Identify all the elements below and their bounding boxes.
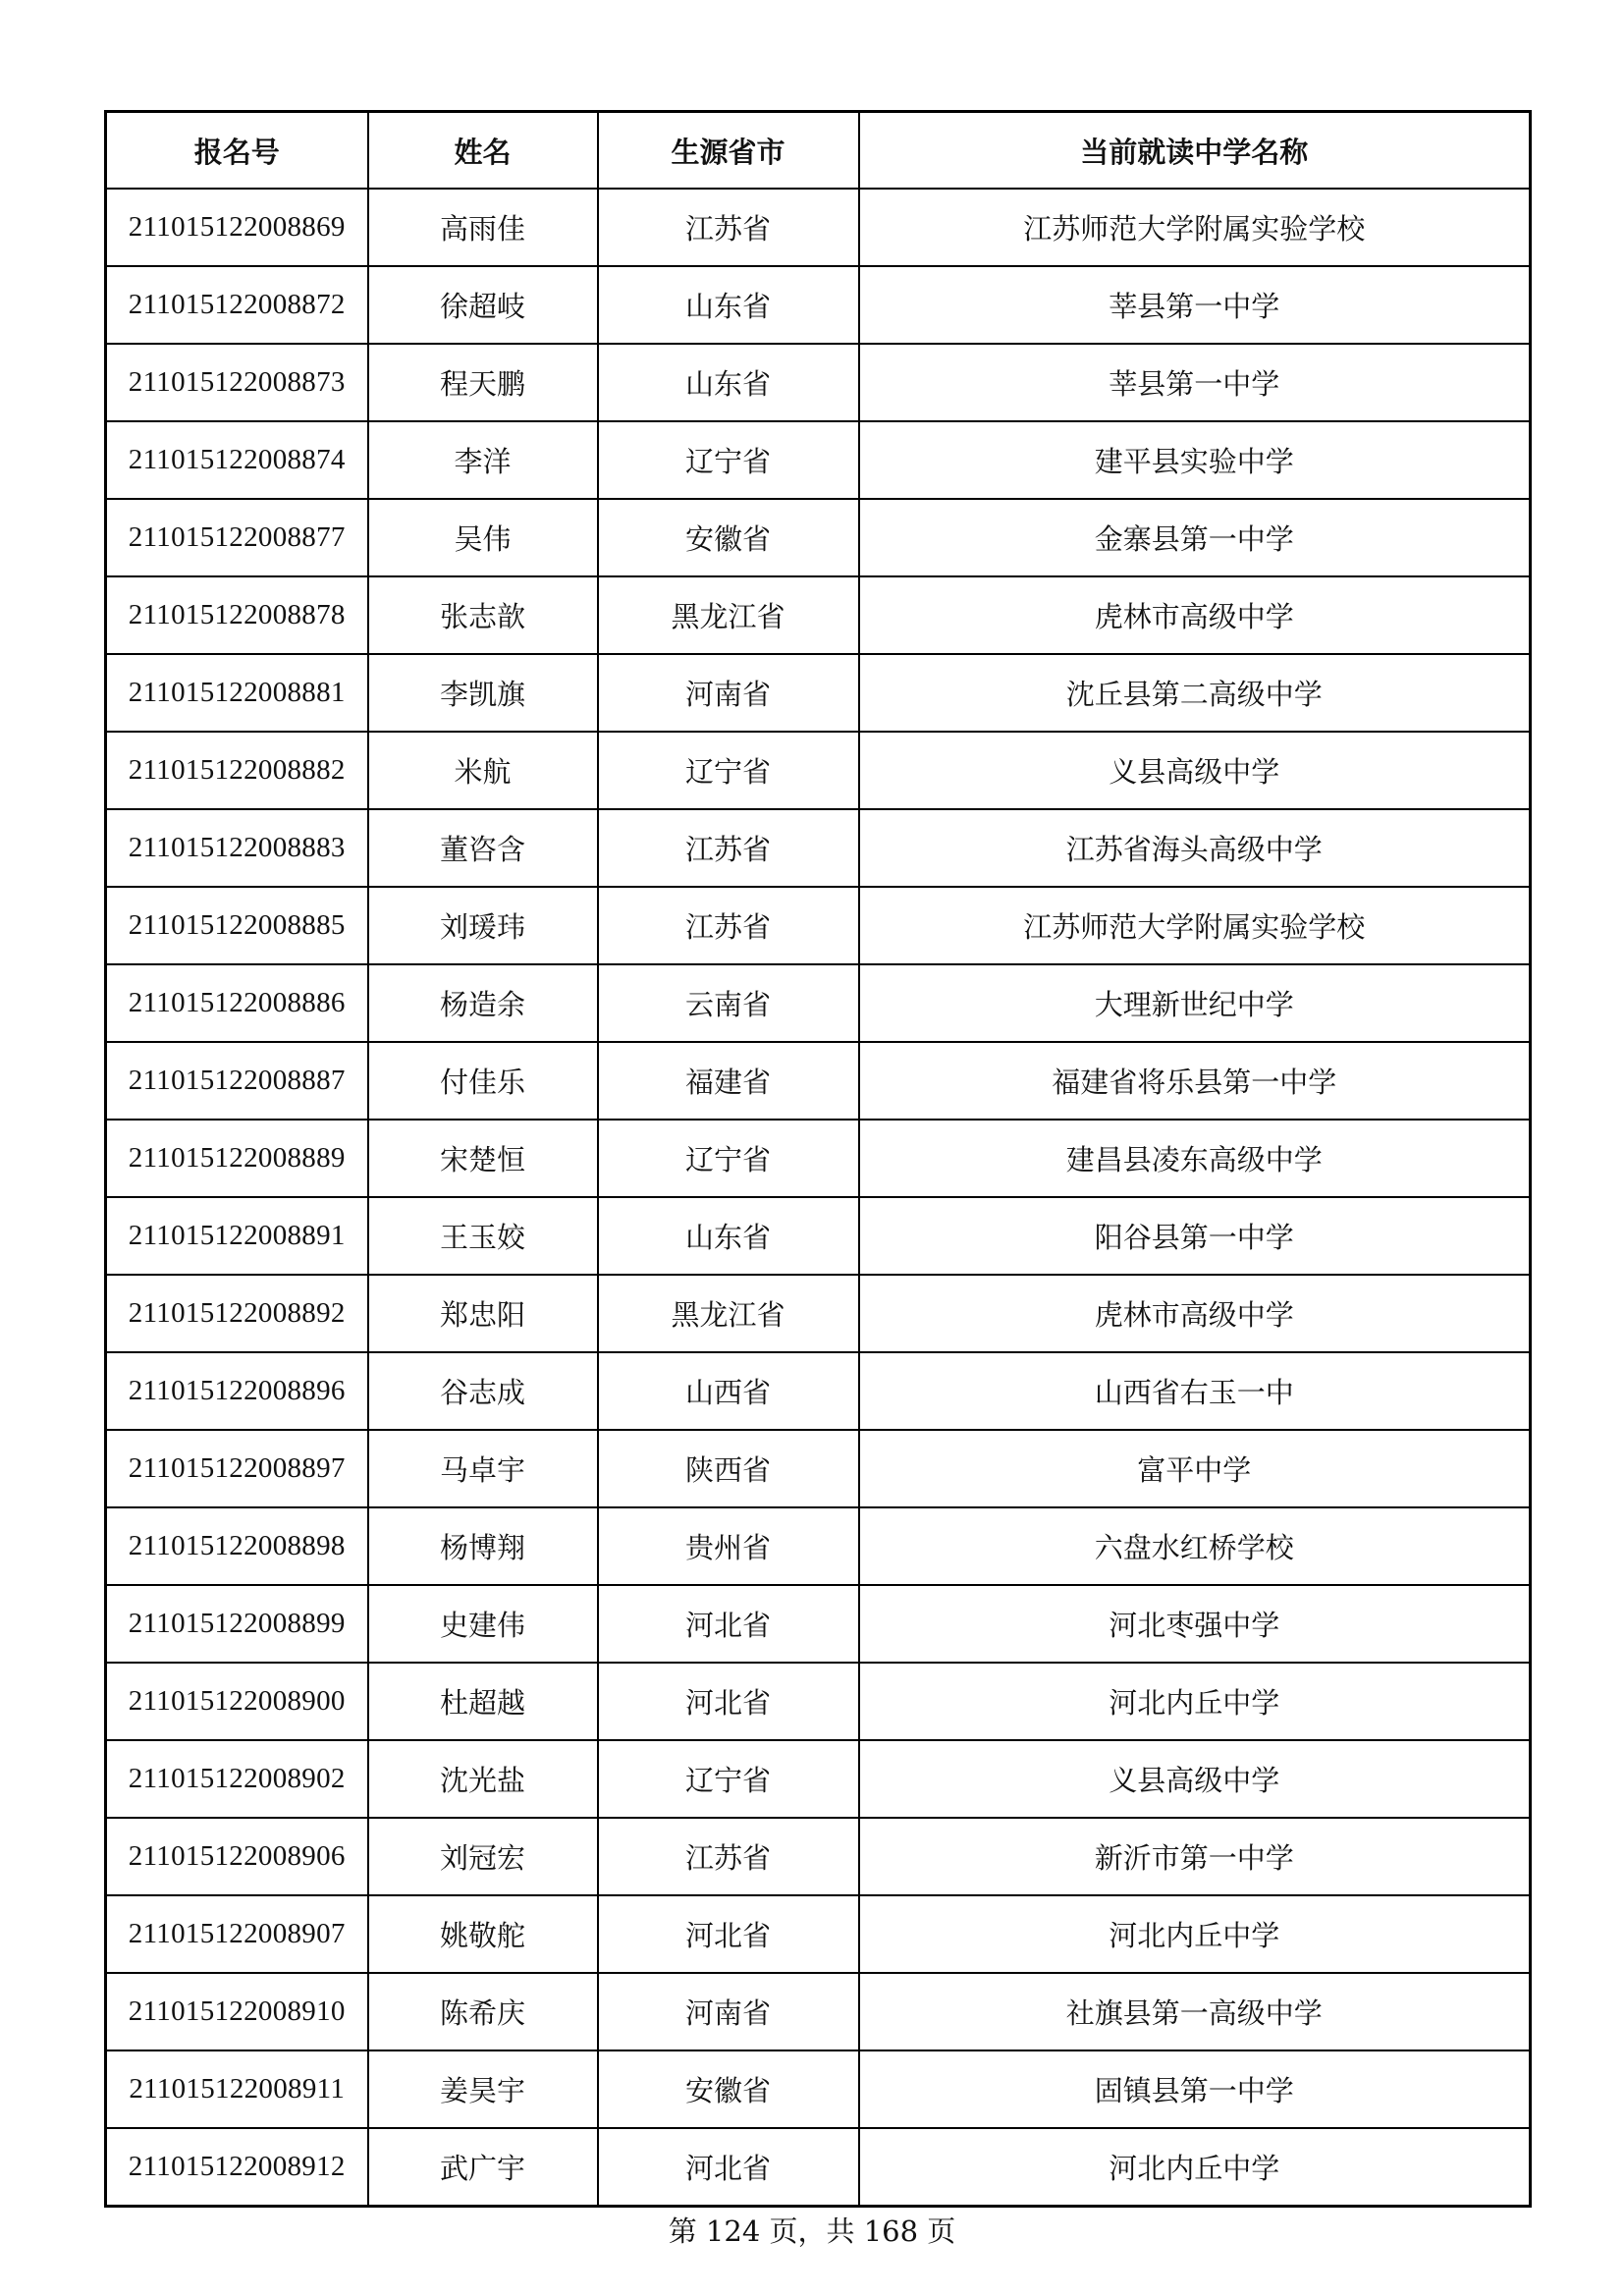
cell-school: 山西省右玉一中 [859, 1352, 1531, 1430]
table-row [106, 344, 1531, 421]
cell-registration-number: 211015122008874 [106, 421, 368, 499]
cell-registration-number: 211015122008881 [106, 654, 368, 732]
cell-province: 黑龙江省 [598, 576, 859, 654]
cell-name: 宋楚恒 [368, 1120, 598, 1197]
cell-registration-number: 211015122008899 [106, 1585, 368, 1663]
cell-name: 刘瑗玮 [368, 887, 598, 964]
cell-school: 义县高级中学 [859, 732, 1531, 809]
cell-name: 张志歆 [368, 576, 598, 654]
cell-registration-number: 211015122008892 [106, 1275, 368, 1352]
roster-table-body [106, 189, 1531, 2207]
cell-province: 辽宁省 [598, 421, 859, 499]
cell-name: 李洋 [368, 421, 598, 499]
cell-registration-number: 211015122008885 [106, 887, 368, 964]
cell-province: 江苏省 [598, 887, 859, 964]
cell-registration-number: 211015122008883 [106, 809, 368, 887]
table-row [106, 499, 1531, 576]
cell-province: 江苏省 [598, 189, 859, 266]
cell-name: 刘冠宏 [368, 1818, 598, 1895]
cell-name: 姜昊宇 [368, 2050, 598, 2128]
cell-school: 建昌县凌东高级中学 [859, 1120, 1531, 1197]
cell-province: 福建省 [598, 1042, 859, 1120]
table-row [106, 654, 1531, 732]
cell-registration-number: 211015122008902 [106, 1740, 368, 1818]
table-row [106, 1895, 1531, 1973]
table-row [106, 2128, 1531, 2207]
cell-province: 辽宁省 [598, 1740, 859, 1818]
cell-school: 河北内丘中学 [859, 1663, 1531, 1740]
cell-province: 河北省 [598, 1895, 859, 1973]
roster-table-container [104, 110, 1529, 2208]
cell-registration-number: 211015122008878 [106, 576, 368, 654]
cell-school: 河北内丘中学 [859, 2128, 1531, 2207]
cell-name: 姚敬舵 [368, 1895, 598, 1973]
cell-name: 杜超越 [368, 1663, 598, 1740]
cell-province: 河北省 [598, 1663, 859, 1740]
cell-name: 高雨佳 [368, 189, 598, 266]
cell-name: 武广宇 [368, 2128, 598, 2207]
cell-province: 辽宁省 [598, 732, 859, 809]
cell-school: 河北枣强中学 [859, 1585, 1531, 1663]
table-row [106, 1430, 1531, 1507]
cell-school: 新沂市第一中学 [859, 1818, 1531, 1895]
cell-province: 黑龙江省 [598, 1275, 859, 1352]
cell-name: 李凯旗 [368, 654, 598, 732]
table-row [106, 887, 1531, 964]
cell-name: 沈光盐 [368, 1740, 598, 1818]
cell-school: 固镇县第一中学 [859, 2050, 1531, 2128]
table-row [106, 576, 1531, 654]
cell-province: 陕西省 [598, 1430, 859, 1507]
cell-registration-number: 211015122008910 [106, 1973, 368, 2050]
roster-table [104, 110, 1532, 2208]
table-row [106, 809, 1531, 887]
cell-school: 江苏省海头高级中学 [859, 809, 1531, 887]
cell-province: 山东省 [598, 344, 859, 421]
cell-registration-number: 211015122008889 [106, 1120, 368, 1197]
cell-name: 史建伟 [368, 1585, 598, 1663]
cell-school: 六盘水红桥学校 [859, 1507, 1531, 1585]
cell-school: 金寨县第一中学 [859, 499, 1531, 576]
cell-province: 山西省 [598, 1352, 859, 1430]
cell-school: 建平县实验中学 [859, 421, 1531, 499]
table-row [106, 1352, 1531, 1430]
table-row [106, 1740, 1531, 1818]
cell-school: 福建省将乐县第一中学 [859, 1042, 1531, 1120]
table-row [106, 1275, 1531, 1352]
column-header-name: 姓名 [368, 112, 598, 190]
cell-name: 吴伟 [368, 499, 598, 576]
cell-province: 辽宁省 [598, 1120, 859, 1197]
cell-registration-number: 211015122008872 [106, 266, 368, 344]
cell-registration-number: 211015122008907 [106, 1895, 368, 1973]
cell-registration-number: 211015122008900 [106, 1663, 368, 1740]
cell-registration-number: 211015122008891 [106, 1197, 368, 1275]
cell-registration-number: 211015122008911 [106, 2050, 368, 2128]
cell-registration-number: 211015122008898 [106, 1507, 368, 1585]
cell-name: 谷志成 [368, 1352, 598, 1430]
cell-province: 河北省 [598, 1585, 859, 1663]
page-footer [0, 2210, 1624, 2250]
cell-registration-number: 211015122008886 [106, 964, 368, 1042]
table-row [106, 1818, 1531, 1895]
cell-registration-number: 211015122008887 [106, 1042, 368, 1120]
cell-school: 沈丘县第二高级中学 [859, 654, 1531, 732]
cell-school: 莘县第一中学 [859, 266, 1531, 344]
table-row [106, 2050, 1531, 2128]
cell-registration-number: 211015122008896 [106, 1352, 368, 1430]
cell-name: 米航 [368, 732, 598, 809]
table-row [106, 1585, 1531, 1663]
column-header-registration-number: 报名号 [106, 112, 368, 190]
cell-school: 莘县第一中学 [859, 344, 1531, 421]
cell-province: 山东省 [598, 266, 859, 344]
cell-name: 程天鹏 [368, 344, 598, 421]
cell-name: 徐超岐 [368, 266, 598, 344]
table-header-row [106, 112, 1531, 190]
cell-school: 社旗县第一高级中学 [859, 1973, 1531, 2050]
cell-province: 江苏省 [598, 809, 859, 887]
cell-school: 江苏师范大学附属实验学校 [859, 189, 1531, 266]
cell-school: 义县高级中学 [859, 1740, 1531, 1818]
table-row [106, 1663, 1531, 1740]
page-number-text: 第 124 页，共 168 页 [668, 2214, 956, 2248]
cell-school: 大理新世纪中学 [859, 964, 1531, 1042]
cell-province: 山东省 [598, 1197, 859, 1275]
table-row [106, 1120, 1531, 1197]
cell-province: 贵州省 [598, 1507, 859, 1585]
cell-province: 河北省 [598, 2128, 859, 2207]
table-row [106, 732, 1531, 809]
cell-registration-number: 211015122008869 [106, 189, 368, 266]
cell-province: 江苏省 [598, 1818, 859, 1895]
table-row [106, 964, 1531, 1042]
cell-name: 董咨含 [368, 809, 598, 887]
cell-name: 王玉姣 [368, 1197, 598, 1275]
cell-registration-number: 211015122008873 [106, 344, 368, 421]
table-row [106, 1973, 1531, 2050]
cell-school: 江苏师范大学附属实验学校 [859, 887, 1531, 964]
cell-registration-number: 211015122008912 [106, 2128, 368, 2207]
cell-province: 云南省 [598, 964, 859, 1042]
cell-registration-number: 211015122008897 [106, 1430, 368, 1507]
cell-school: 虎林市高级中学 [859, 576, 1531, 654]
table-row [106, 189, 1531, 266]
cell-school: 河北内丘中学 [859, 1895, 1531, 1973]
table-row [106, 421, 1531, 499]
cell-name: 杨博翔 [368, 1507, 598, 1585]
cell-school: 阳谷县第一中学 [859, 1197, 1531, 1275]
cell-registration-number: 211015122008906 [106, 1818, 368, 1895]
table-row [106, 266, 1531, 344]
cell-province: 安徽省 [598, 499, 859, 576]
cell-registration-number: 211015122008882 [106, 732, 368, 809]
cell-province: 河南省 [598, 654, 859, 732]
column-header-province: 生源省市 [598, 112, 859, 190]
cell-name: 陈希庆 [368, 1973, 598, 2050]
cell-name: 杨造余 [368, 964, 598, 1042]
cell-school: 富平中学 [859, 1430, 1531, 1507]
cell-school: 虎林市高级中学 [859, 1275, 1531, 1352]
table-row [106, 1197, 1531, 1275]
column-header-school: 当前就读中学名称 [859, 112, 1531, 190]
table-row [106, 1042, 1531, 1120]
cell-name: 马卓宇 [368, 1430, 598, 1507]
cell-registration-number: 211015122008877 [106, 499, 368, 576]
cell-name: 郑忠阳 [368, 1275, 598, 1352]
cell-province: 安徽省 [598, 2050, 859, 2128]
cell-province: 河南省 [598, 1973, 859, 2050]
table-row [106, 1507, 1531, 1585]
cell-name: 付佳乐 [368, 1042, 598, 1120]
